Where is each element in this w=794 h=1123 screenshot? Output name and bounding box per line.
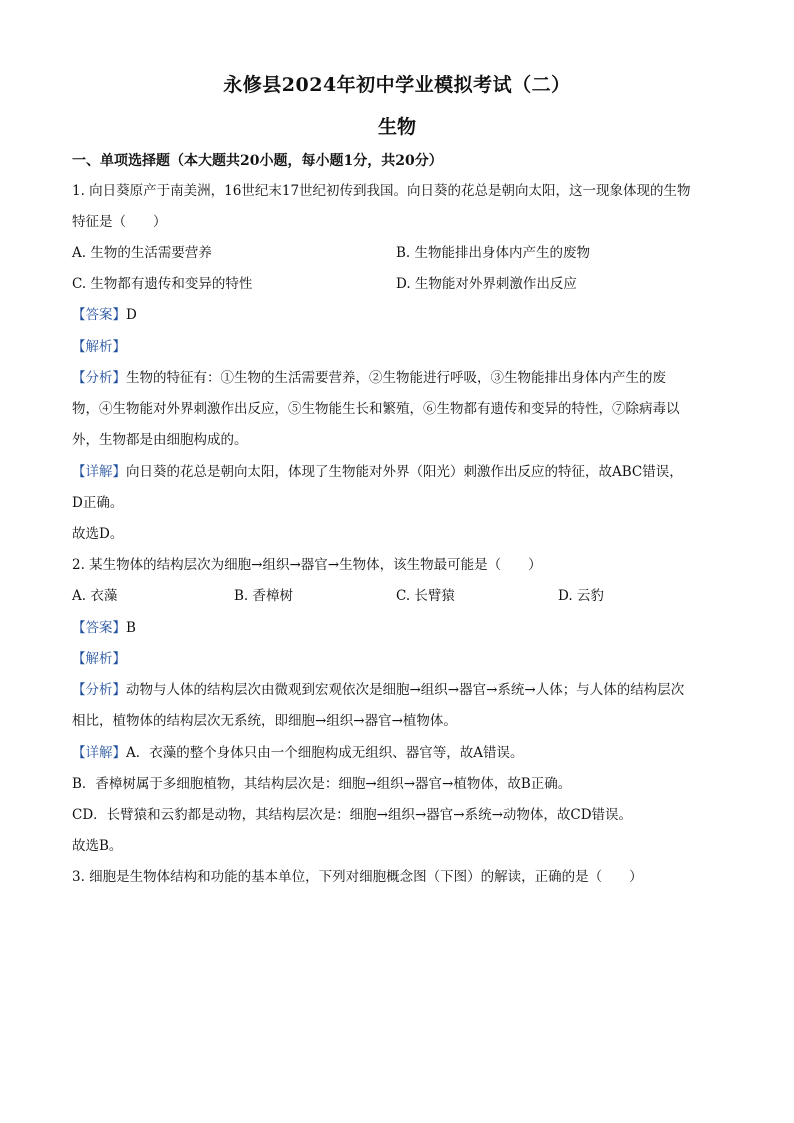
answer-tag: 【答案】	[72, 620, 126, 636]
q2-option-b: B. 香樟树	[234, 588, 294, 604]
q2-answer-value: B	[126, 620, 136, 636]
q1-fenxi-line2: 物，④生物能对外界刺激作出反应，⑤生物能生长和繁殖，⑥生物都有遗传和变异的特性，⑦除病毒以	[72, 401, 680, 417]
fenxi-tag: 【分析】	[72, 682, 126, 698]
q1-option-d: D. 生物能对外界刺激作出反应	[396, 276, 577, 292]
q1-xiangjie-line2: D正确。	[72, 495, 124, 511]
answer-tag: 【答案】	[72, 307, 126, 323]
subject-title: 生物	[377, 116, 416, 138]
q2-analysis-tag: 【解析】	[72, 651, 126, 667]
q2-line-cd: CD．长臂猿和云豹都是动物，其结构层次是：细胞→组织→器官→系统→动物体，故CD错误。	[72, 807, 633, 823]
q1-answer	[72, 305, 722, 325]
q2-option-d: D. 云豹	[558, 588, 604, 604]
q2-stem: 2. 某生物体的结构层次为细胞→组织→器官→生物体，该生物最可能是（ ）	[72, 557, 542, 573]
q2-fenxi-line2: 相比，植物体的结构层次无系统，即细胞→组织→器官→植物体。	[72, 713, 457, 729]
q2-option-a: A. 衣藻	[72, 588, 118, 604]
q2-option-c: C. 长臂猿	[396, 588, 455, 604]
q1-option-c: C. 生物都有遗传和变异的特性	[72, 276, 253, 292]
q1-choose: 故选D。	[72, 526, 124, 542]
q1-stem-line1: 1. 向日葵原产于南美洲，16世纪末17世纪初传到我国。向日葵的花总是朝向太阳，这一现象体现的生物	[72, 183, 691, 199]
q1-stem-line2: 特征是（ ）	[72, 214, 167, 230]
q2-answer	[72, 618, 722, 638]
q1-option-a: A. 生物的生活需要营养	[72, 245, 212, 261]
q2-fenxi-text1: 动物与人体的结构层次由微观到宏观依次是细胞→组织→器官→系统→人体；与人体的结构层次	[126, 682, 685, 698]
q1-answer-value: D	[126, 307, 137, 323]
q1-xiangjie-line1	[72, 462, 722, 482]
q2-choose: 故选B。	[72, 838, 123, 854]
q1-fenxi-line3: 外，生物都是由细胞构成的。	[72, 432, 248, 448]
section-heading: 一、单项选择题（本大题共20小题，每小题1分，共20分）	[72, 153, 443, 169]
q1-xiangjie-text1: 向日葵的花总是朝向太阳，体现了生物能对外界（阳光）刺激作出反应的特征，故ABC错误，	[126, 464, 683, 480]
q2-line-b: B．香樟树属于多细胞植物，其结构层次是：细胞→组织→器官→植物体，故B正确。	[72, 776, 572, 792]
q2-fenxi-line1	[72, 680, 722, 700]
q1-fenxi-text1: 生物的特征有：①生物的生活需要营养，②生物能进行呼吸，③生物能排出身体内产生的废	[126, 370, 666, 386]
q2-xiangjie-text1: A．衣藻的整个身体只由一个细胞构成无组织、器官等，故A错误。	[126, 745, 524, 761]
q2-xiangjie-line1	[72, 743, 722, 763]
xiangjie-tag: 【详解】	[72, 745, 126, 761]
page-title: 永修县2024年初中学业模拟考试（二）	[223, 74, 571, 96]
xiangjie-tag: 【详解】	[72, 464, 126, 480]
q1-analysis-tag: 【解析】	[72, 339, 126, 355]
fenxi-tag: 【分析】	[72, 370, 126, 386]
q1-option-b: B. 生物能排出身体内产生的废物	[396, 245, 591, 261]
q3-stem: 3. 细胞是生物体结构和功能的基本单位，下列对细胞概念图（下图）的解读，正确的是（ ）	[72, 869, 643, 885]
q1-fenxi-line1	[72, 368, 722, 388]
